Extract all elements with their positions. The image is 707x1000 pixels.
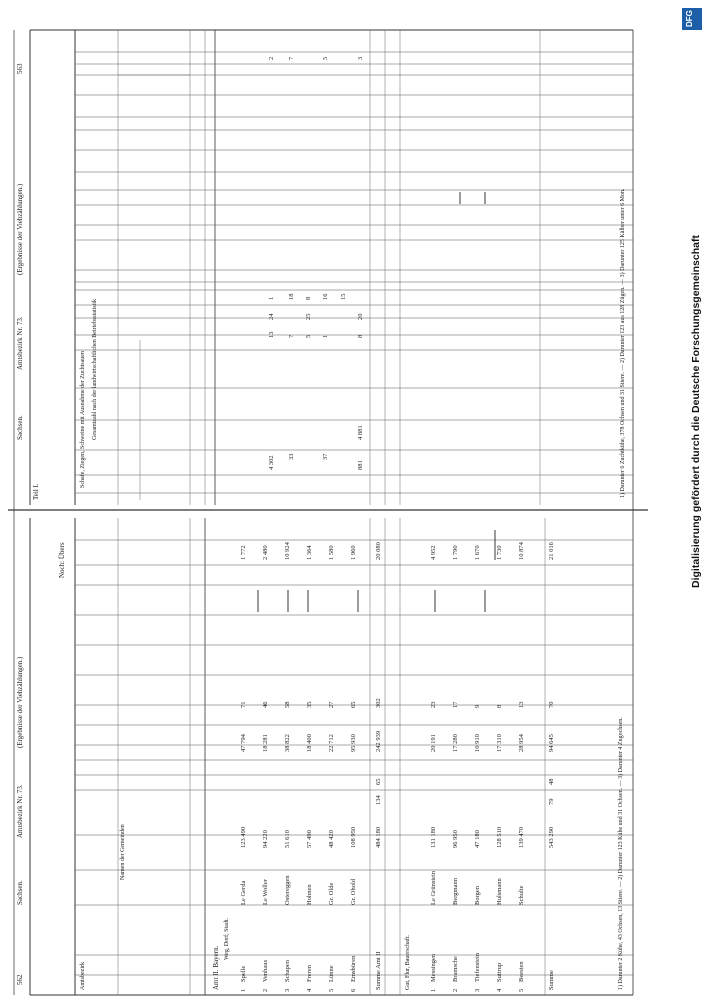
table-cell: 18	[288, 293, 295, 300]
table-cell: Hohnen	[306, 884, 313, 905]
table-cell: Le Woller	[262, 879, 269, 905]
table-cell: Tiefenstein	[474, 952, 481, 982]
right-group-header-2: Gesamtzahl nach der landwirtschaftlichen Betriebsstatistik	[92, 299, 98, 440]
table-cell: 23	[430, 701, 437, 708]
table-cell: 37	[322, 453, 329, 460]
table-cell: Beesten	[518, 961, 525, 982]
right-section-label: Sachsen.	[16, 415, 24, 440]
sum-cell: 134	[375, 795, 382, 805]
table-cell: Gr. Olde	[328, 882, 335, 905]
dfg-logo	[682, 8, 702, 30]
table-cell: 17	[452, 701, 459, 708]
table-cell: 20 191	[430, 734, 437, 752]
sum-cell: 484 180	[375, 826, 382, 848]
table-cell: 48 420	[328, 830, 335, 848]
table-cell: 35	[306, 701, 313, 708]
table-cell: 7	[288, 56, 295, 60]
table-cell: 2 480	[262, 545, 269, 560]
table-cell: Bergmann	[452, 878, 459, 905]
table-cell: 10 924	[284, 542, 291, 560]
table-cell: 8	[357, 334, 364, 338]
table-row-num: 3	[474, 988, 481, 992]
table-cell: Spelle	[240, 965, 247, 982]
table-cell: 5	[322, 56, 329, 60]
table-cell: 58	[284, 701, 291, 708]
table-cell: 65	[350, 701, 357, 708]
table-cell: Hulsmann	[496, 878, 503, 905]
sum-cell: 48	[548, 778, 555, 785]
table-cell: Freren	[306, 965, 313, 982]
table-cell: Borgen	[474, 885, 481, 905]
table-cell: 108 950	[350, 826, 357, 848]
table-cell: 1 580	[328, 545, 335, 560]
table-cell: 22 712	[328, 734, 335, 752]
table-cell: 8	[496, 704, 503, 708]
table-cell: 13	[268, 331, 275, 338]
table-cell: 1 790	[452, 545, 459, 560]
table-row-num: 2	[262, 988, 269, 992]
table-cell: Venhaus	[262, 959, 269, 982]
table-cell: Messingen	[430, 953, 437, 982]
table-cell: 15	[340, 293, 347, 300]
sum-cell: 94 645	[548, 734, 555, 752]
table-cell: 18 281	[262, 734, 269, 752]
table-row-num: 2	[452, 988, 459, 992]
right-subtitle: (Ergebnisse der Viehzählungen.)	[16, 183, 24, 275]
left-section-label: Sachsen.	[16, 880, 24, 905]
digitization-notice: Digitalisierung gefördert durch die Deutsche Forschungsgemeinschaft	[690, 235, 702, 588]
table-cell: 1 670	[474, 545, 481, 560]
sum-cell: 543 290	[548, 826, 555, 848]
table-cell: Emsbüren	[350, 955, 357, 982]
table-cell: 94 220	[262, 830, 269, 848]
sum-cell: 302	[375, 698, 382, 708]
table-row-num: 4	[306, 988, 313, 992]
sum-cell: 79	[548, 798, 555, 805]
table-cell: Le Gerda	[240, 880, 247, 905]
table-cell: 1 772	[240, 545, 247, 560]
right-footnote: 1) Darunter 6 Zuchtkühe, 378 Ochsen und 31 Stiere. — 2) Darunter 123 aus 128 Zügen. — 3) Darunter 125 Kälber unter 6 Mon.	[620, 188, 626, 498]
table-cell: 1	[322, 334, 329, 338]
table-cell: 16	[322, 293, 329, 300]
table-row-num: 4	[496, 988, 503, 992]
teil-label: Teil I.	[32, 483, 40, 500]
table-cell: 47 794	[240, 734, 247, 752]
table-cell: 33	[288, 453, 295, 460]
table-cell: 71	[240, 701, 247, 708]
sum-cell: 242 939	[375, 730, 382, 752]
table-cell: Bramsche	[452, 956, 459, 982]
table-cell: 4 952	[430, 545, 437, 560]
left-section-b: Gut, Flur, Bauerschaft.	[405, 935, 411, 990]
table-cell: 28 954	[518, 734, 525, 752]
left-subtitle: (Ergebnisse der Viehzählungen.)	[16, 656, 24, 748]
left-footnote: 1) Darunter 2 Kühe, 43 Ochsen, 13 Stiere. — 2) Darunter 123 Kühe und 31 Ochsen. — 3) Darunter 4 Zugochsen.	[618, 717, 624, 990]
table-cell: Schapen	[284, 959, 291, 982]
table-cell: Lünne	[328, 965, 335, 982]
table-cell: 1 960	[350, 545, 357, 560]
table-cell: 95 930	[350, 734, 357, 752]
table-cell: 24	[268, 313, 275, 320]
table-row-num: 5	[518, 988, 525, 992]
table-row-num: 6	[350, 988, 357, 992]
table-cell: 123 490	[240, 826, 247, 848]
table-cell: 51 610	[284, 830, 291, 848]
table-cell: 2	[268, 56, 275, 60]
table-cell: 47 180	[474, 830, 481, 848]
left-section-a: Amt II. Bayern.	[212, 945, 220, 990]
table-cell: 4 881	[357, 425, 364, 440]
left-page-number: 562	[16, 974, 24, 985]
table-row-num: 1	[430, 988, 437, 992]
table-cell: 3	[357, 56, 364, 60]
table-cell: Suttrup	[496, 962, 503, 982]
table-cell: 1 364	[306, 545, 313, 560]
table-cell: 7	[288, 334, 295, 338]
table-cell: Gr. Ohold	[350, 879, 357, 905]
sum-label: Summe Amt II	[375, 951, 382, 990]
dfg-logo-text: DFG	[685, 10, 694, 27]
table-cell: 128 510	[496, 826, 503, 848]
table-cell: 17 280	[452, 734, 459, 752]
table-cell: 8	[305, 296, 312, 300]
table-cell: Schulte	[518, 885, 525, 905]
table-cell: 46	[262, 701, 269, 708]
right-group-header-1: Schafe, Ziegen, Schweine mit Ausnahme der Zuchtsauen	[80, 351, 86, 488]
left-section-a-sub: Weg, Dorf, Stadt.	[224, 917, 230, 960]
table-cell: 9	[474, 704, 481, 708]
table-cell: 881	[357, 460, 364, 470]
table-cell: 139 470	[518, 826, 525, 848]
table-cell: 131 180	[430, 826, 437, 848]
table-cell: 13	[518, 701, 525, 708]
table-cell: 4 302	[268, 455, 275, 470]
table-cell: 27	[328, 701, 335, 708]
table-cell: Le Grünstein	[430, 870, 437, 905]
table-cell: 18 400	[306, 734, 313, 752]
table-cell: 57 490	[306, 830, 313, 848]
left-title: Amtsbezirk Nr. 73.	[16, 784, 24, 838]
left-right-label: Noch: Übers	[58, 542, 66, 578]
table-row-num: 3	[284, 988, 291, 992]
left-header-name: Namen der Gemeinden	[120, 824, 126, 880]
table-row-num: 1	[240, 988, 247, 992]
table-cell: Ostereggen	[284, 875, 291, 905]
sum-cell: 20 080	[375, 542, 382, 560]
table-cell: 20	[357, 313, 364, 320]
sum-label: Summe	[548, 970, 555, 990]
table-cell: 10 874	[518, 542, 525, 560]
sum-cell: 70	[548, 701, 555, 708]
left-header-amtsbezirk: Amtsbezirk	[80, 962, 86, 990]
right-page-number: 563	[16, 63, 24, 74]
table-cell: 1 730	[496, 545, 503, 560]
table-cell: 25	[305, 313, 312, 320]
table-cell: 1	[268, 296, 275, 300]
table-row-num: 5	[328, 988, 335, 992]
right-title: Amtsbezirk Nr. 73.	[16, 316, 24, 370]
table-cell: 38 822	[284, 734, 291, 752]
table-cell: 10 910	[474, 734, 481, 752]
table-cell: 17 310	[496, 734, 503, 752]
sum-cell: 65	[375, 778, 382, 785]
sum-cell: 21 016	[548, 542, 555, 560]
table-cell: 96 950	[452, 830, 459, 848]
table-cell: 5	[305, 334, 312, 338]
